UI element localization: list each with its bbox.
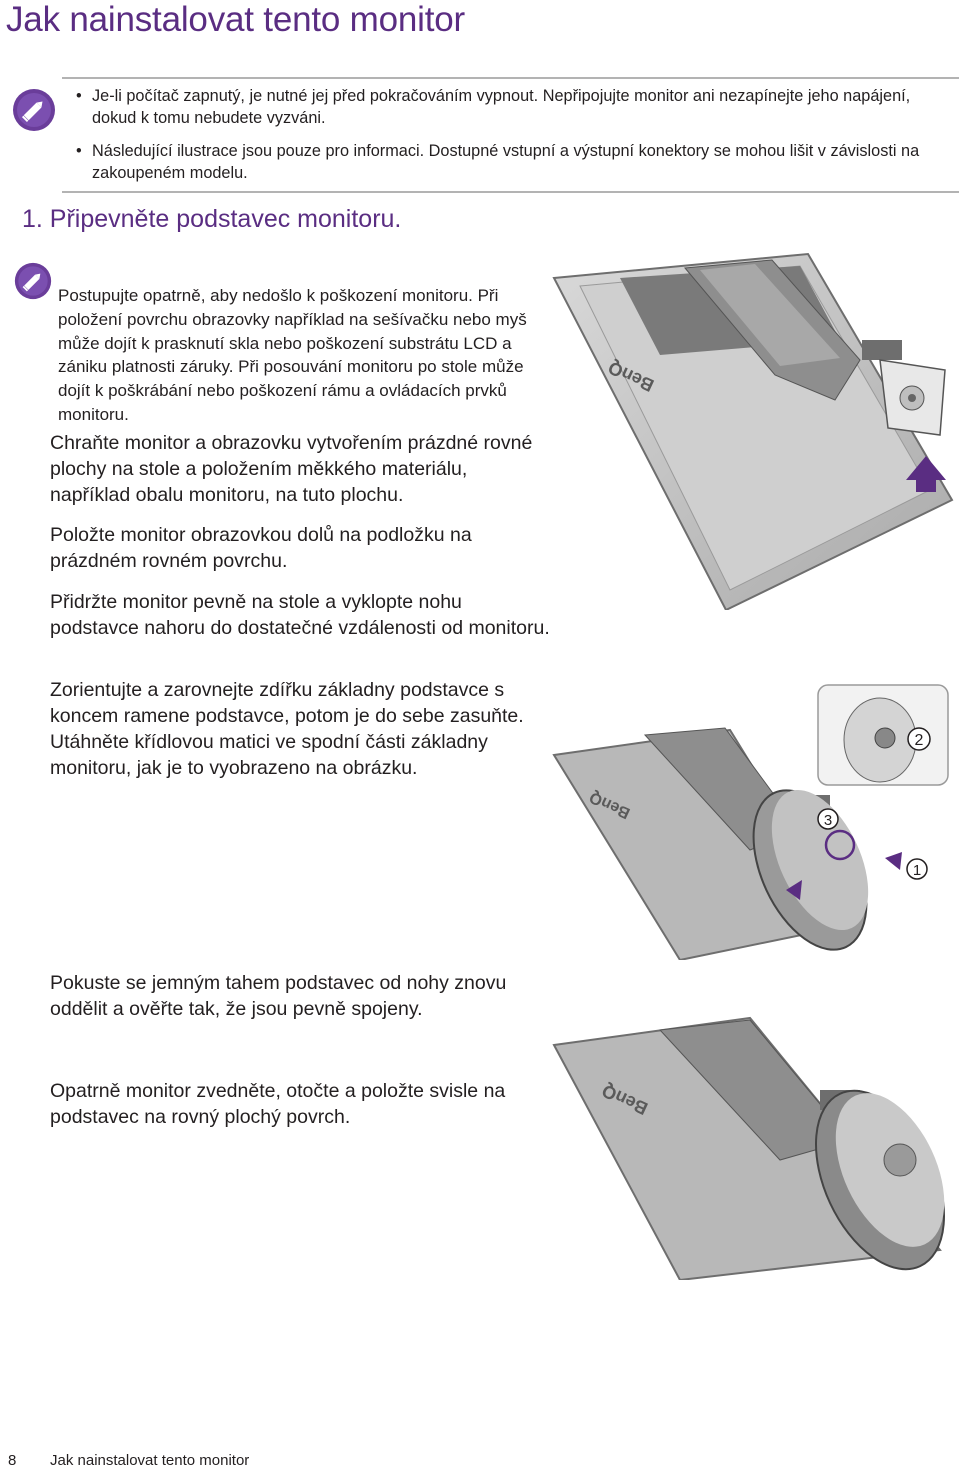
instruction-paragraph: Pokuste se jemným tahem podstavec od nohy znovu oddělit a ověřte tak, že jsou pevně spojeny.	[50, 972, 507, 1020]
assembled-stand-illustration	[550, 990, 960, 1280]
instruction-paragraph: Položte monitor obrazovkou dolů na podložku na prázdném rovném povrchu.	[50, 524, 472, 572]
callout-2: 2	[914, 732, 924, 749]
step-heading: 1. Připevněte podstavec monitoru.	[22, 205, 402, 233]
footer-section-title: Jak nainstalovat tento monitor	[50, 1452, 250, 1469]
caution-text: Postupujte opatrně, aby nedošlo k poškození monitoru. Při položení povrchu obrazovky například na sešívačku nebo myš může dojít k prasknutí skla nebo poškození substrátu LCD a zániku platnosti záruky. Při posouvání monitoru po stole může dojít k poškrábání nebo poškození rámu a ovládacích prvků monitoru.	[58, 286, 527, 424]
callout-1: 1	[912, 862, 922, 879]
note-list	[76, 85, 959, 184]
brand-logo: BenQ	[587, 788, 633, 822]
page-title: Jak nainstalovat tento monitor	[6, 0, 465, 39]
callout-3: 3	[823, 812, 833, 829]
pencil-note-icon	[12, 88, 56, 132]
footer-page-number: 8	[8, 1452, 17, 1469]
pencil-caution-icon	[14, 262, 52, 300]
monitor-face-down-illustration	[550, 250, 960, 610]
note-item: • Následující ilustrace jsou pouze pro informaci. Dostupné vstupní a výstupní konektory se mohou lišit v závislosti na zakoupeném modelu.	[76, 140, 959, 184]
brand-logo: BenQ	[598, 1080, 651, 1119]
note-item: • Je-li počítač zapnutý, je nutné jej před pokračováním vypnout. Nepřipojujte monitor ani nezapínejte jeho napájení, dokud k tomu nebudete vyzváni.	[76, 85, 959, 129]
brand-logo: BenQ	[605, 357, 657, 396]
note-box	[62, 77, 959, 193]
attach-base-illustration	[550, 680, 960, 960]
instruction-paragraph: Zorientujte a zarovnejte zdířku základny podstavce s koncem ramene podstavce, potom je do sebe zasuňte. Utáhněte křídlovou matici ve spodní části základny monitoru, jak je to vyobrazeno na obrázku.	[50, 679, 524, 779]
instruction-paragraph: Přidržte monitor pevně na stole a vyklopte nohu podstavce nahoru do dostatečné vzdálenosti od monitoru.	[50, 591, 550, 639]
instruction-paragraph: Chraňte monitor a obrazovku vytvořením prázdné rovné plochy na stole a položením měkkého materiálu, například obalu monitoru, na tuto plochu.	[50, 432, 533, 506]
instruction-paragraph: Opatrně monitor zvedněte, otočte a položte svisle na podstavec na rovný plochý povrch.	[50, 1080, 506, 1128]
